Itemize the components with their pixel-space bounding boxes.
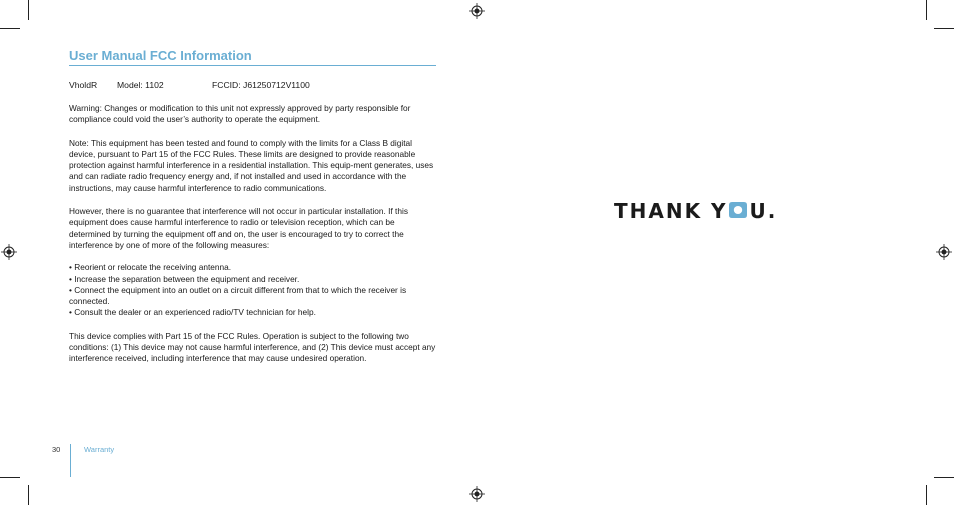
registration-mark-icon	[1, 244, 17, 260]
product-meta-row	[69, 80, 436, 92]
crop-mark	[926, 485, 927, 505]
product-name: VholdR	[69, 80, 98, 90]
warning-paragraph: Warning: Changes or modification to this unit not expressly approved by party responsible for compliance could void the user’s authority to operate the equipment.	[69, 103, 411, 125]
compliance-paragraph: This device complies with Part 15 of the FCC Rules. Operation is subject to the following two conditions: (1) This device may not cause harmful interference, and (2) This device must accept any interference received, including interference that may cause undesired operation.	[69, 330, 436, 364]
note-paragraph: Note: This equipment has been tested and found to comply with the limits for a Class B digital device, pursuant to Part 15 of the FCC Rules. These limits are designed to provide reasonable protection against harmful interference in a residential installation. This equip-ment generates, uses and can radiate radio frequency energy and, if not installed and used in accordance with the instructions, may cause harmful interference to radio communications.	[69, 137, 434, 193]
model-number: Model: 1102	[117, 80, 164, 90]
thank-you-text-start: THANK Y	[614, 199, 728, 223]
crop-mark	[28, 485, 29, 505]
thank-you-logo	[614, 199, 777, 223]
crop-mark	[0, 477, 20, 478]
crop-mark	[926, 0, 927, 20]
crop-mark	[934, 477, 954, 478]
however-paragraph: However, there is no guarantee that interference will not occur in particular installation. If this equipment does cause harmful interference to radio or television reception, which can be determined by turning the equipment off and on, the user is encouraged to try to correct the interference by one of more of the following measures:	[69, 206, 408, 250]
crop-mark	[934, 28, 954, 29]
registration-mark-icon	[469, 3, 485, 19]
list-item: • Reorient or relocate the receiving antenna.	[69, 262, 232, 273]
fcc-information-page	[69, 48, 436, 365]
page-number: 30	[52, 445, 61, 454]
crop-mark	[28, 0, 29, 20]
list-item: • Consult the dealer or an experienced radio/TV technician for help.	[69, 307, 316, 318]
lens-o-icon	[728, 201, 748, 219]
registration-mark-icon	[936, 244, 952, 260]
thank-you-text-end: U.	[749, 199, 778, 223]
registration-mark-icon	[469, 486, 485, 502]
list-item: • Increase the separation between the equipment and receiver.	[69, 273, 300, 284]
page-title: User Manual FCC Information	[69, 48, 436, 66]
footer-section-label: Warranty	[84, 445, 115, 454]
fcc-id: FCCID: J61250712V1100	[212, 80, 310, 90]
footer-divider	[70, 444, 71, 477]
measures-list	[69, 262, 436, 318]
list-item: • Connect the equipment into an outlet on a circuit different from that to which the receiver is connected.	[69, 284, 407, 307]
crop-mark	[0, 28, 20, 29]
